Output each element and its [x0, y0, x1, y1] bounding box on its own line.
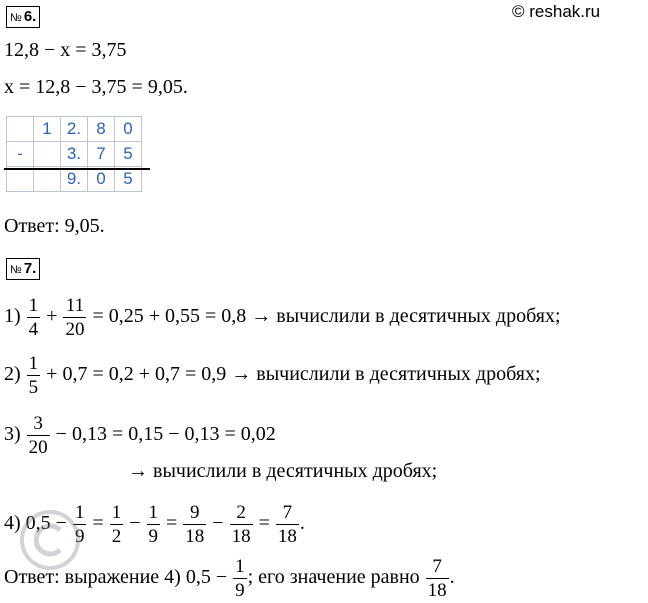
equation-line-2: x = 12,8 − 3,75 = 9,05.	[4, 76, 188, 98]
column-op-cell	[7, 117, 34, 142]
digit-cell: 0	[115, 117, 142, 142]
minus-sign: -	[7, 142, 34, 167]
site-watermark: © reshak.ru	[512, 2, 601, 21]
digit-cell	[34, 167, 61, 192]
digit-cell: 7	[88, 142, 115, 167]
solution-line-3: 3) $\frac{3}{20}$ − 0,13 = 0,15 − 0,13 = 0,02	[4, 413, 276, 458]
fraction: $\frac{1}{9}$	[148, 502, 159, 547]
digit-cell: 1	[34, 117, 61, 142]
digit-cell: 3.	[61, 142, 88, 167]
column-empty-cell	[7, 167, 34, 192]
digit-cell: 8	[88, 117, 115, 142]
equation-line-1: 12,8 − x = 3,75	[4, 39, 127, 61]
fraction: $\frac{11}{20}$	[65, 295, 85, 340]
digit-cell: 2.	[61, 117, 88, 142]
answer-7: Ответ: выражение 4) 0,5 − $\frac{1}{9}$ ; его значение равно $\frac{7}{18}$ .	[4, 556, 455, 601]
digit-cell: 5	[115, 167, 142, 192]
fraction: $\frac{9}{18}$	[185, 502, 205, 547]
fraction: $\frac{7}{18}$	[427, 556, 447, 601]
fraction: $\frac{1}{4}$	[28, 295, 39, 340]
digit-cell: 0	[88, 167, 115, 192]
fraction: $\frac{1}{9}$	[235, 556, 245, 601]
column-subtraction	[6, 116, 142, 192]
digit-cell: 9.	[61, 167, 88, 192]
fraction: $\frac{7}{18}$	[277, 502, 297, 547]
column-result-line	[4, 168, 150, 170]
solution-line-3-note: → вычислили в десятичных дробях;	[128, 460, 438, 482]
fraction: $\frac{2}{18}$	[231, 502, 251, 547]
fraction: $\frac{3}{20}$	[28, 413, 48, 458]
task-number-7: № 7.	[6, 258, 40, 280]
copyright-watermark-icon	[10, 500, 90, 580]
solution-line-2: 2) $\frac{1}{5}$ + 0,7 = 0,2 + 0,7 = 0,9 → вычислили в десятичных дробях;	[4, 353, 541, 398]
solution-line-1: 1) $\frac{1}{4}$ + $\frac{11}{20}$ = 0,25 + 0,55 = 0,8 → вычислили в десятичных дробях;	[4, 295, 561, 340]
fraction: $\frac{1}{2}$	[111, 502, 122, 547]
fraction: $\frac{1}{5}$	[28, 353, 39, 398]
solution-line-4: 4) 0,5 − $\frac{1}{9}$ = $\frac{1}{2}$ − $\frac{1}{9}$ = $\frac{9}{18}$ − $\frac{2}{18}$ = $\frac{7}{18}$ .	[4, 502, 305, 547]
answer-6: Ответ: 9,05.	[4, 215, 105, 237]
digit-cell	[34, 142, 61, 167]
task-number-6: № 6.	[6, 6, 40, 28]
digit-cell: 5	[115, 142, 142, 167]
fraction: $\frac{1}{9}$	[74, 502, 85, 547]
